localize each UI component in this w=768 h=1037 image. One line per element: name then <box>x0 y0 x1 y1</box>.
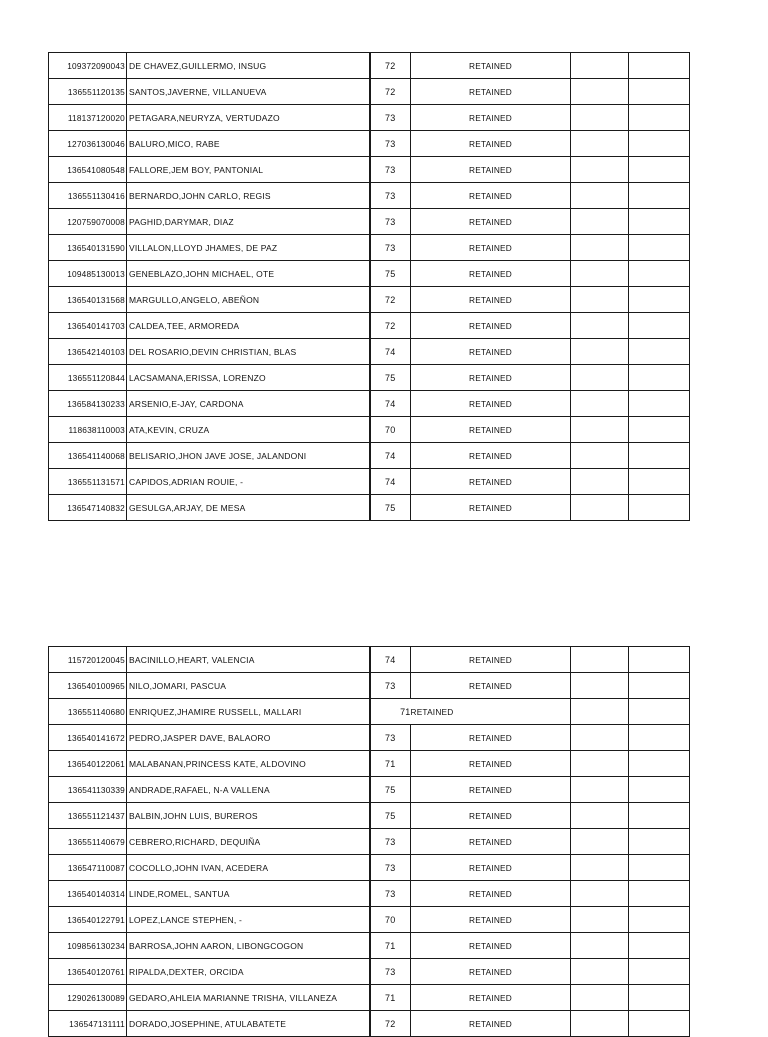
student-lrn: 136547140832 <box>49 495 127 521</box>
blank-cell <box>629 443 690 469</box>
remark: RETAINED <box>411 313 571 339</box>
grade-remark-cell <box>370 699 571 725</box>
table-row <box>49 443 690 469</box>
table-row <box>49 673 690 699</box>
remark: RETAINED <box>411 209 571 235</box>
remark: RETAINED <box>411 443 571 469</box>
blank-cell <box>629 287 690 313</box>
remark: RETAINED <box>411 287 571 313</box>
table-row <box>49 725 690 751</box>
student-lrn: 136551140680 <box>49 699 127 725</box>
student-lrn: 136551131571 <box>49 469 127 495</box>
final-grade: 74 <box>370 469 411 495</box>
final-grade: 72 <box>370 1011 411 1037</box>
blank-cell <box>571 751 629 777</box>
blank-cell <box>629 209 690 235</box>
blank-cell <box>629 495 690 521</box>
blank-cell <box>571 777 629 803</box>
final-grade: 71 <box>400 706 411 717</box>
final-grade: 75 <box>370 803 411 829</box>
student-lrn: 136541140068 <box>49 443 127 469</box>
final-grade: 75 <box>370 261 411 287</box>
blank-cell <box>571 881 629 907</box>
student-name: MARGULLO,ANGELO, ABEÑON <box>127 287 370 313</box>
table-row <box>49 131 690 157</box>
student-name: CALDEA,TEE, ARMOREDA <box>127 313 370 339</box>
student-lrn: 136540100965 <box>49 673 127 699</box>
blank-cell <box>629 673 690 699</box>
student-name: GEDARO,AHLEIA MARIANNE TRISHA, VILLANEZA <box>127 985 370 1011</box>
student-lrn: 136540141703 <box>49 313 127 339</box>
student-lrn: 136540140314 <box>49 881 127 907</box>
blank-cell <box>571 417 629 443</box>
student-lrn: 136551120135 <box>49 79 127 105</box>
remark: RETAINED <box>411 855 571 881</box>
blank-cell <box>571 495 629 521</box>
table-row <box>49 495 690 521</box>
blank-cell <box>571 209 629 235</box>
final-grade: 73 <box>370 105 411 131</box>
blank-cell <box>571 933 629 959</box>
blank-cell <box>571 855 629 881</box>
student-name: ENRIQUEZ,JHAMIRE RUSSELL, MALLARI <box>127 699 370 725</box>
student-lrn: 127036130046 <box>49 131 127 157</box>
final-grade: 73 <box>370 209 411 235</box>
remark: RETAINED <box>411 183 571 209</box>
student-name: GENEBLAZO,JOHN MICHAEL, OTE <box>127 261 370 287</box>
blank-cell <box>629 105 690 131</box>
table-row <box>49 803 690 829</box>
table-row <box>49 365 690 391</box>
student-name: ANDRADE,RAFAEL, N-A VALLENA <box>127 777 370 803</box>
blank-cell <box>571 131 629 157</box>
table-row <box>49 339 690 365</box>
blank-cell <box>629 933 690 959</box>
student-name: FALLORE,JEM BOY, PANTONIAL <box>127 157 370 183</box>
table-row <box>49 469 690 495</box>
final-grade: 73 <box>370 725 411 751</box>
blank-cell <box>571 53 629 79</box>
remark: RETAINED <box>411 235 571 261</box>
final-grade: 72 <box>370 287 411 313</box>
blank-cell <box>629 699 690 725</box>
student-name: CAPIDOS,ADRIAN ROUIE, - <box>127 469 370 495</box>
remark: RETAINED <box>411 673 571 699</box>
blank-cell <box>629 79 690 105</box>
final-grade: 73 <box>370 829 411 855</box>
final-grade: 75 <box>370 495 411 521</box>
remark: RETAINED <box>411 933 571 959</box>
final-grade: 74 <box>370 339 411 365</box>
final-grade: 73 <box>370 881 411 907</box>
student-name: LOPEZ,LANCE STEPHEN, - <box>127 907 370 933</box>
blank-cell <box>571 105 629 131</box>
blank-cell <box>571 443 629 469</box>
table-row <box>49 235 690 261</box>
student-lrn: 129026130089 <box>49 985 127 1011</box>
remark: RETAINED <box>411 777 571 803</box>
student-name: ATA,KEVIN, CRUZA <box>127 417 370 443</box>
student-lrn: 136540122061 <box>49 751 127 777</box>
student-name: ARSENIO,E-JAY, CARDONA <box>127 391 370 417</box>
final-grade: 73 <box>370 855 411 881</box>
blank-cell <box>571 157 629 183</box>
student-name: BELISARIO,JHON JAVE JOSE, JALANDONI <box>127 443 370 469</box>
student-lrn: 109856130234 <box>49 933 127 959</box>
table-row <box>49 751 690 777</box>
student-name: BERNARDO,JOHN CARLO, REGIS <box>127 183 370 209</box>
blank-cell <box>571 287 629 313</box>
student-lrn: 136540131568 <box>49 287 127 313</box>
final-grade: 74 <box>370 443 411 469</box>
blank-cell <box>629 53 690 79</box>
table-row <box>49 417 690 443</box>
blank-cell <box>629 959 690 985</box>
final-grade: 70 <box>370 907 411 933</box>
student-lrn: 136542140103 <box>49 339 127 365</box>
student-name: LACSAMANA,ERISSA, LORENZO <box>127 365 370 391</box>
student-lrn: 115720120045 <box>49 647 127 673</box>
final-grade: 71 <box>370 985 411 1011</box>
student-name: PAGHID,DARYMAR, DIAZ <box>127 209 370 235</box>
final-grade: 74 <box>370 391 411 417</box>
final-grade: 73 <box>370 183 411 209</box>
student-name: GESULGA,ARJAY, DE MESA <box>127 495 370 521</box>
final-grade: 71 <box>370 751 411 777</box>
blank-cell <box>629 131 690 157</box>
remark: RETAINED <box>411 495 571 521</box>
student-name: CEBRERO,RICHARD, DEQUIÑA <box>127 829 370 855</box>
student-lrn: 120759070008 <box>49 209 127 235</box>
blank-cell <box>629 777 690 803</box>
blank-cell <box>629 313 690 339</box>
table-row <box>49 933 690 959</box>
student-lrn: 136551120844 <box>49 365 127 391</box>
remark: RETAINED <box>411 959 571 985</box>
table-row <box>49 907 690 933</box>
table-row <box>49 777 690 803</box>
table-row <box>49 105 690 131</box>
blank-cell <box>571 647 629 673</box>
table-row <box>49 855 690 881</box>
table-row <box>49 287 690 313</box>
remark: RETAINED <box>411 131 571 157</box>
blank-cell <box>629 417 690 443</box>
student-lrn: 136551121437 <box>49 803 127 829</box>
blank-cell <box>629 235 690 261</box>
blank-cell <box>629 855 690 881</box>
student-name: DORADO,JOSEPHINE, ATULABATETE <box>127 1011 370 1037</box>
student-lrn: 136551140679 <box>49 829 127 855</box>
blank-cell <box>571 339 629 365</box>
table-row <box>49 53 690 79</box>
final-grade: 72 <box>370 79 411 105</box>
student-name: BARROSA,JOHN AARON, LIBONGCOGON <box>127 933 370 959</box>
student-lrn: 136547131111 <box>49 1011 127 1037</box>
blank-cell <box>629 985 690 1011</box>
student-name: DE CHAVEZ,GUILLERMO, INSUG <box>127 53 370 79</box>
table-row <box>49 209 690 235</box>
final-grade: 73 <box>370 157 411 183</box>
student-lrn: 136540141672 <box>49 725 127 751</box>
table-row <box>49 79 690 105</box>
student-name: RIPALDA,DEXTER, ORCIDA <box>127 959 370 985</box>
remark: RETAINED <box>411 469 571 495</box>
remark: RETAINED <box>411 1011 571 1037</box>
final-grade: 73 <box>370 131 411 157</box>
student-lrn: 136541080548 <box>49 157 127 183</box>
remark: RETAINED <box>410 706 454 717</box>
remark: RETAINED <box>411 105 571 131</box>
blank-cell <box>571 365 629 391</box>
remark: RETAINED <box>411 725 571 751</box>
blank-cell <box>629 907 690 933</box>
final-grade: 71 <box>370 933 411 959</box>
student-name: BACINILLO,HEART, VALENCIA <box>127 647 370 673</box>
remark: RETAINED <box>411 53 571 79</box>
table-row <box>49 261 690 287</box>
student-lrn: 109485130013 <box>49 261 127 287</box>
student-name: PETAGARA,NEURYZA, VERTUDAZO <box>127 105 370 131</box>
blank-cell <box>571 829 629 855</box>
blank-cell <box>629 339 690 365</box>
final-grade: 73 <box>370 673 411 699</box>
student-lrn: 118638110003 <box>49 417 127 443</box>
student-lrn: 136541130339 <box>49 777 127 803</box>
blank-cell <box>629 829 690 855</box>
final-grade: 75 <box>370 777 411 803</box>
retained-students-table-1 <box>48 52 690 521</box>
blank-cell <box>629 803 690 829</box>
remark: RETAINED <box>411 881 571 907</box>
student-lrn: 118137120020 <box>49 105 127 131</box>
remark: RETAINED <box>411 829 571 855</box>
student-lrn: 136547110087 <box>49 855 127 881</box>
remark: RETAINED <box>411 261 571 287</box>
table-row <box>49 699 690 725</box>
blank-cell <box>571 699 629 725</box>
table-row <box>49 313 690 339</box>
blank-cell <box>571 803 629 829</box>
blank-cell <box>629 647 690 673</box>
remark: RETAINED <box>411 417 571 443</box>
student-name: BALBIN,JOHN LUIS, BUREROS <box>127 803 370 829</box>
student-lrn: 136551130416 <box>49 183 127 209</box>
student-name: LINDE,ROMEL, SANTUA <box>127 881 370 907</box>
remark: RETAINED <box>411 803 571 829</box>
student-name: VILLALON,LLOYD JHAMES, DE PAZ <box>127 235 370 261</box>
remark: RETAINED <box>411 391 571 417</box>
blank-cell <box>629 391 690 417</box>
student-lrn: 136540122791 <box>49 907 127 933</box>
blank-cell <box>571 725 629 751</box>
blank-cell <box>571 985 629 1011</box>
remark: RETAINED <box>411 647 571 673</box>
blank-cell <box>629 157 690 183</box>
student-name: COCOLLO,JOHN IVAN, ACEDERA <box>127 855 370 881</box>
table-row <box>49 959 690 985</box>
blank-cell <box>571 261 629 287</box>
final-grade: 72 <box>370 53 411 79</box>
retained-students-table-2 <box>48 646 690 1037</box>
table-row <box>49 829 690 855</box>
blank-cell <box>571 313 629 339</box>
final-grade: 73 <box>370 959 411 985</box>
student-name: DEL ROSARIO,DEVIN CHRISTIAN, BLAS <box>127 339 370 365</box>
student-lrn: 136540120761 <box>49 959 127 985</box>
blank-cell <box>629 751 690 777</box>
student-name: PEDRO,JASPER DAVE, BALAORO <box>127 725 370 751</box>
student-name: BALURO,MICO, RABE <box>127 131 370 157</box>
student-lrn: 136584130233 <box>49 391 127 417</box>
remark: RETAINED <box>411 907 571 933</box>
blank-cell <box>629 261 690 287</box>
blank-cell <box>629 725 690 751</box>
blank-cell <box>629 469 690 495</box>
table-row <box>49 985 690 1011</box>
remark: RETAINED <box>411 985 571 1011</box>
final-grade: 70 <box>370 417 411 443</box>
blank-cell <box>571 673 629 699</box>
table-row <box>49 647 690 673</box>
table-row <box>49 157 690 183</box>
blank-cell <box>571 183 629 209</box>
table-row <box>49 183 690 209</box>
final-grade: 73 <box>370 235 411 261</box>
remark: RETAINED <box>411 365 571 391</box>
blank-cell <box>571 907 629 933</box>
blank-cell <box>571 959 629 985</box>
blank-cell <box>571 235 629 261</box>
blank-cell <box>571 391 629 417</box>
final-grade: 75 <box>370 365 411 391</box>
remark: RETAINED <box>411 157 571 183</box>
student-name: MALABANAN,PRINCESS KATE, ALDOVINO <box>127 751 370 777</box>
student-name: NILO,JOMARI, PASCUA <box>127 673 370 699</box>
table-row <box>49 391 690 417</box>
student-name: SANTOS,JAVERNE, VILLANUEVA <box>127 79 370 105</box>
final-grade: 74 <box>370 647 411 673</box>
blank-cell <box>571 469 629 495</box>
blank-cell <box>629 881 690 907</box>
remark: RETAINED <box>411 79 571 105</box>
student-lrn: 109372090043 <box>49 53 127 79</box>
student-lrn: 136540131590 <box>49 235 127 261</box>
final-grade: 72 <box>370 313 411 339</box>
blank-cell <box>629 365 690 391</box>
remark: RETAINED <box>411 339 571 365</box>
blank-cell <box>629 183 690 209</box>
table-row <box>49 881 690 907</box>
remark: RETAINED <box>411 751 571 777</box>
blank-cell <box>571 79 629 105</box>
